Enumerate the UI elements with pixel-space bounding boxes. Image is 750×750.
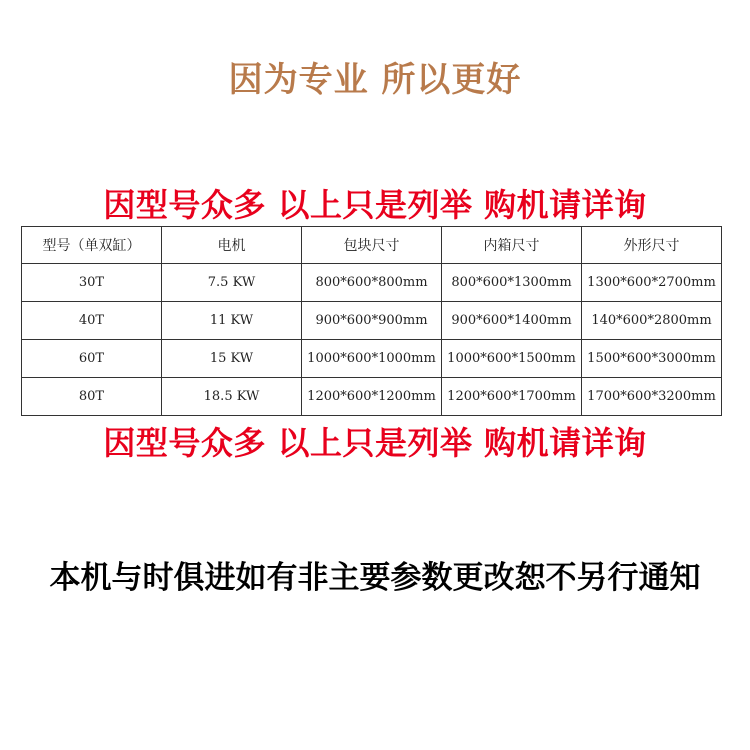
header-outer-size: 外形尺寸 xyxy=(582,227,722,264)
notice-bottom: 因型号众多 以上只是列举 购机请详询 xyxy=(103,424,647,462)
cell-outer-size: 1300*600*2700mm xyxy=(582,264,722,302)
cell-model: 40T xyxy=(22,302,162,340)
header-bale-size: 包块尺寸 xyxy=(302,227,442,264)
header-inner-box-size: 内箱尺寸 xyxy=(442,227,582,264)
cell-model: 80T xyxy=(22,378,162,416)
slogan-title: 因为专业 所以更好 xyxy=(228,60,522,100)
cell-model: 60T xyxy=(22,340,162,378)
cell-motor: 11 KW xyxy=(162,302,302,340)
cell-outer-size: 1500*600*3000mm xyxy=(582,340,722,378)
cell-motor: 18.5 KW xyxy=(162,378,302,416)
cell-outer-size: 140*600*2800mm xyxy=(582,302,722,340)
cell-inner-box-size: 900*600*1400mm xyxy=(442,302,582,340)
cell-bale-size: 900*600*900mm xyxy=(302,302,442,340)
cell-bale-size: 800*600*800mm xyxy=(302,264,442,302)
notice-top: 因型号众多 以上只是列举 购机请详询 xyxy=(103,186,647,224)
spec-table xyxy=(21,226,722,416)
cell-motor: 15 KW xyxy=(162,340,302,378)
table-row xyxy=(22,340,722,378)
header-motor: 电机 xyxy=(162,227,302,264)
header-model: 型号（单双缸） xyxy=(22,227,162,264)
cell-model: 30T xyxy=(22,264,162,302)
cell-bale-size: 1200*600*1200mm xyxy=(302,378,442,416)
cell-inner-box-size: 1200*600*1700mm xyxy=(442,378,582,416)
cell-outer-size: 1700*600*3200mm xyxy=(582,378,722,416)
table-row xyxy=(22,302,722,340)
table-row xyxy=(22,378,722,416)
cell-inner-box-size: 800*600*1300mm xyxy=(442,264,582,302)
footer-disclaimer: 本机与时俱进如有非主要参数更改恕不另行通知 xyxy=(49,560,701,596)
cell-bale-size: 1000*600*1000mm xyxy=(302,340,442,378)
cell-motor: 7.5 KW xyxy=(162,264,302,302)
cell-inner-box-size: 1000*600*1500mm xyxy=(442,340,582,378)
table-header-row xyxy=(22,227,722,264)
table-row xyxy=(22,264,722,302)
